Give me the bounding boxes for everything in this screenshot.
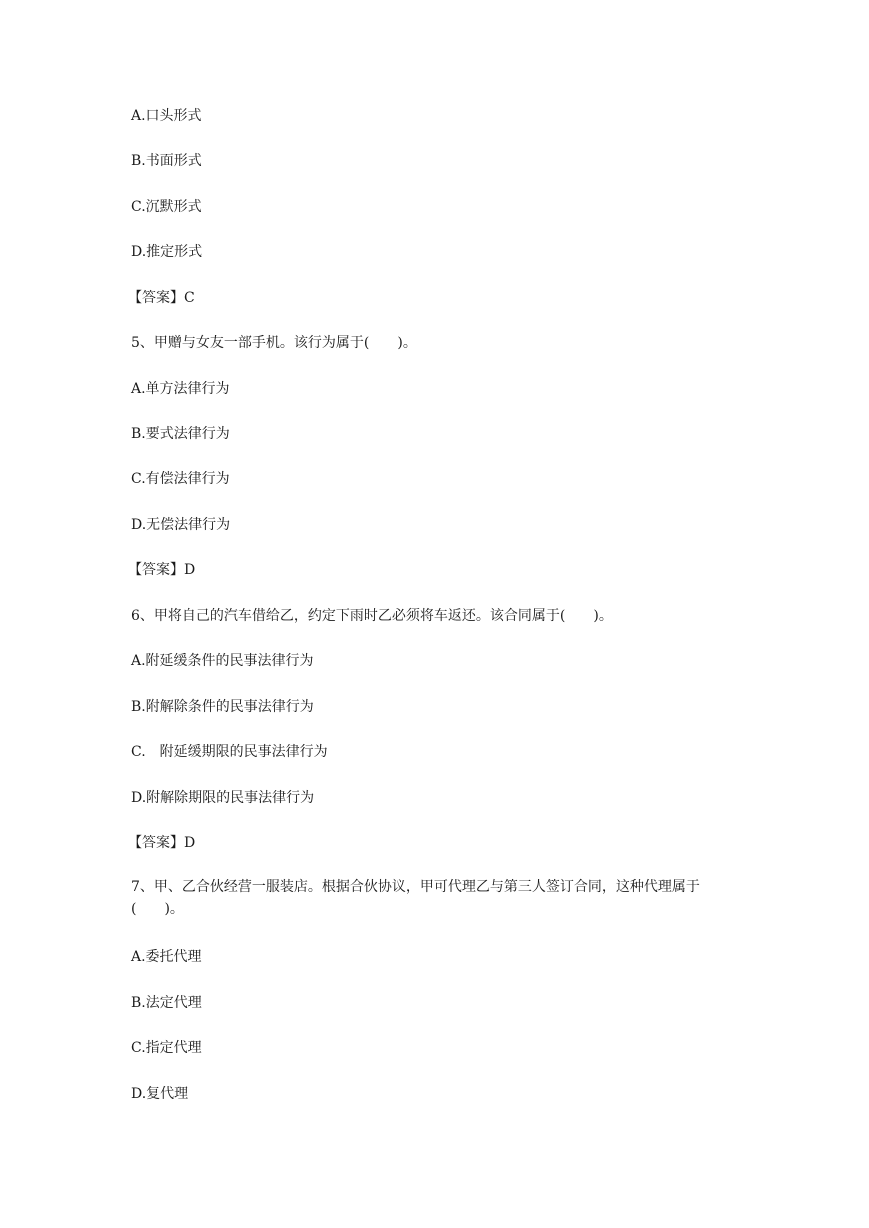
q5-option-b: B.要式法律行为 bbox=[131, 426, 230, 442]
q4-option-b: B.书面形式 bbox=[131, 153, 202, 169]
q7-option-a: A.委托代理 bbox=[131, 949, 202, 965]
q6-option-c: C. 附延缓期限的民事法律行为 bbox=[131, 744, 328, 760]
q5-answer: 【答案】D bbox=[128, 562, 196, 578]
q4-option-d: D.推定形式 bbox=[131, 244, 203, 260]
q4-answer: 【答案】C bbox=[128, 290, 195, 306]
q6-option-b: B.附解除条件的民事法律行为 bbox=[131, 699, 314, 715]
q5-option-c: C.有偿法律行为 bbox=[131, 471, 230, 487]
q7-option-c: C.指定代理 bbox=[131, 1040, 202, 1056]
q4-option-a: A.口头形式 bbox=[131, 108, 202, 124]
q4-option-c: C.沉默形式 bbox=[131, 199, 202, 215]
q6-option-d: D.附解除期限的民事法律行为 bbox=[131, 790, 315, 806]
q6-answer: 【答案】D bbox=[128, 835, 196, 851]
q7-option-b: B.法定代理 bbox=[131, 995, 202, 1011]
q5-question: 5、甲赠与女友一部手机。该行为属于( )。 bbox=[131, 335, 417, 351]
q5-option-d: D.无偿法律行为 bbox=[131, 517, 231, 533]
q5-option-a: A.单方法律行为 bbox=[131, 381, 230, 397]
q7-option-d: D.复代理 bbox=[131, 1086, 189, 1102]
q7-question: 7、甲、乙合伙经营一服装店。根据合伙协议，甲可代理乙与第三人签订合同，这种代理属于( )。 bbox=[131, 879, 700, 917]
q6-question: 6、甲将自己的汽车借给乙，约定下雨时乙必须将车返还。该合同属于( )。 bbox=[131, 608, 613, 624]
q6-option-a: A.附延缓条件的民事法律行为 bbox=[131, 653, 314, 669]
